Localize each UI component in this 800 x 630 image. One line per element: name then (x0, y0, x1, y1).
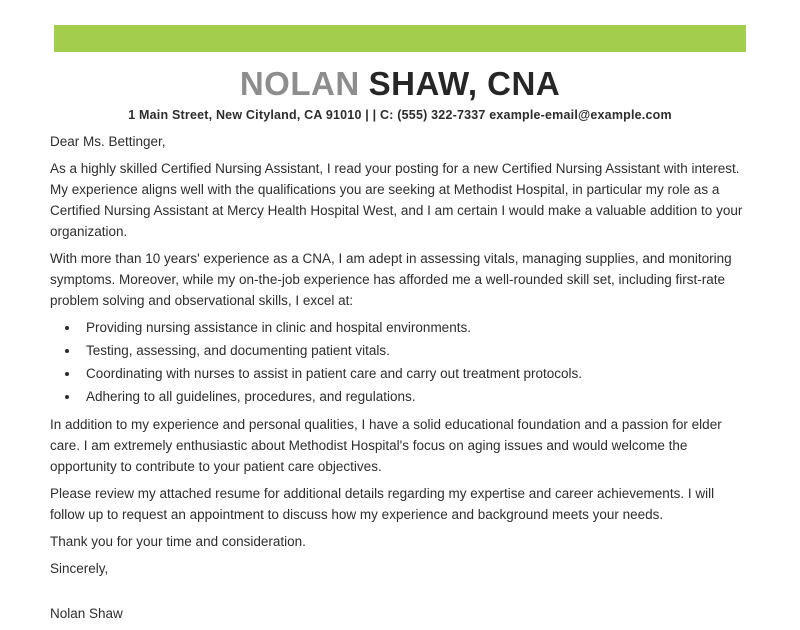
contact-line: 1 Main Street, New Cityland, CA 91010 | | C: (555) 322-7337 example-email@example.com (128, 107, 672, 122)
list-item-skill-2: • Testing, assessing, and documenting patient vitals. (80, 340, 752, 361)
paragraph-education: In addition to my experience and personal qualities, I have a solid educational foundation and a passion for elder care. I am extremely enthusiastic about Methodist Hospital's focus on aging issues and would welcome the opportunity to contribute to your patient care objectives. (50, 416, 722, 474)
paragraph-experience: With more than 10 years' experience as a CNA, I am adept in assessing vitals, managing supplies, and monitoring symptoms. Moreover, while my on-the-job experience has afforded me a well-rounded skill set, including first-rate problem solving and observational skills, I excel at: (50, 250, 732, 308)
closing-thanks: Thank you for your time and consideration. (50, 533, 306, 549)
letter-body (50, 131, 752, 624)
list-item-skill-1: • Providing nursing assistance in clinic and hospital environments. (80, 317, 752, 338)
letter-header (0, 65, 800, 122)
accent-bar (54, 25, 746, 52)
signature-name: Nolan Shaw (50, 605, 123, 621)
salutation: Dear Ms. Bettinger, (50, 133, 166, 149)
title-last-name: SHAW, CNA (368, 65, 561, 102)
paragraph-intro: As a highly skilled Certified Nursing Assistant, I read your posting for a new Certified Nursing Assistant with interest. My experience aligns well with the qualifications you are seeking at Methodist Hospital, in particular my role as a Certified Nursing Assistant at Mercy Health Hospital West, and I am certain I would make a valuable addition to your organization. (50, 160, 743, 239)
page-title (0, 65, 800, 103)
list-item-skill-4: • Adhering to all guidelines, procedures, and regulations. (80, 386, 752, 407)
closing-signoff: Sincerely, (50, 560, 109, 576)
skills-list (50, 317, 752, 407)
title-first-name: NOLAN (239, 65, 360, 102)
list-item-skill-3: • Coordinating with nurses to assist in patient care and carry out treatment protocols. (80, 363, 752, 384)
paragraph-followup: Please review my attached resume for additional details regarding my expertise and career achievements. I will follow up to request an appointment to discuss how my experience and background meets your needs. (50, 485, 715, 522)
